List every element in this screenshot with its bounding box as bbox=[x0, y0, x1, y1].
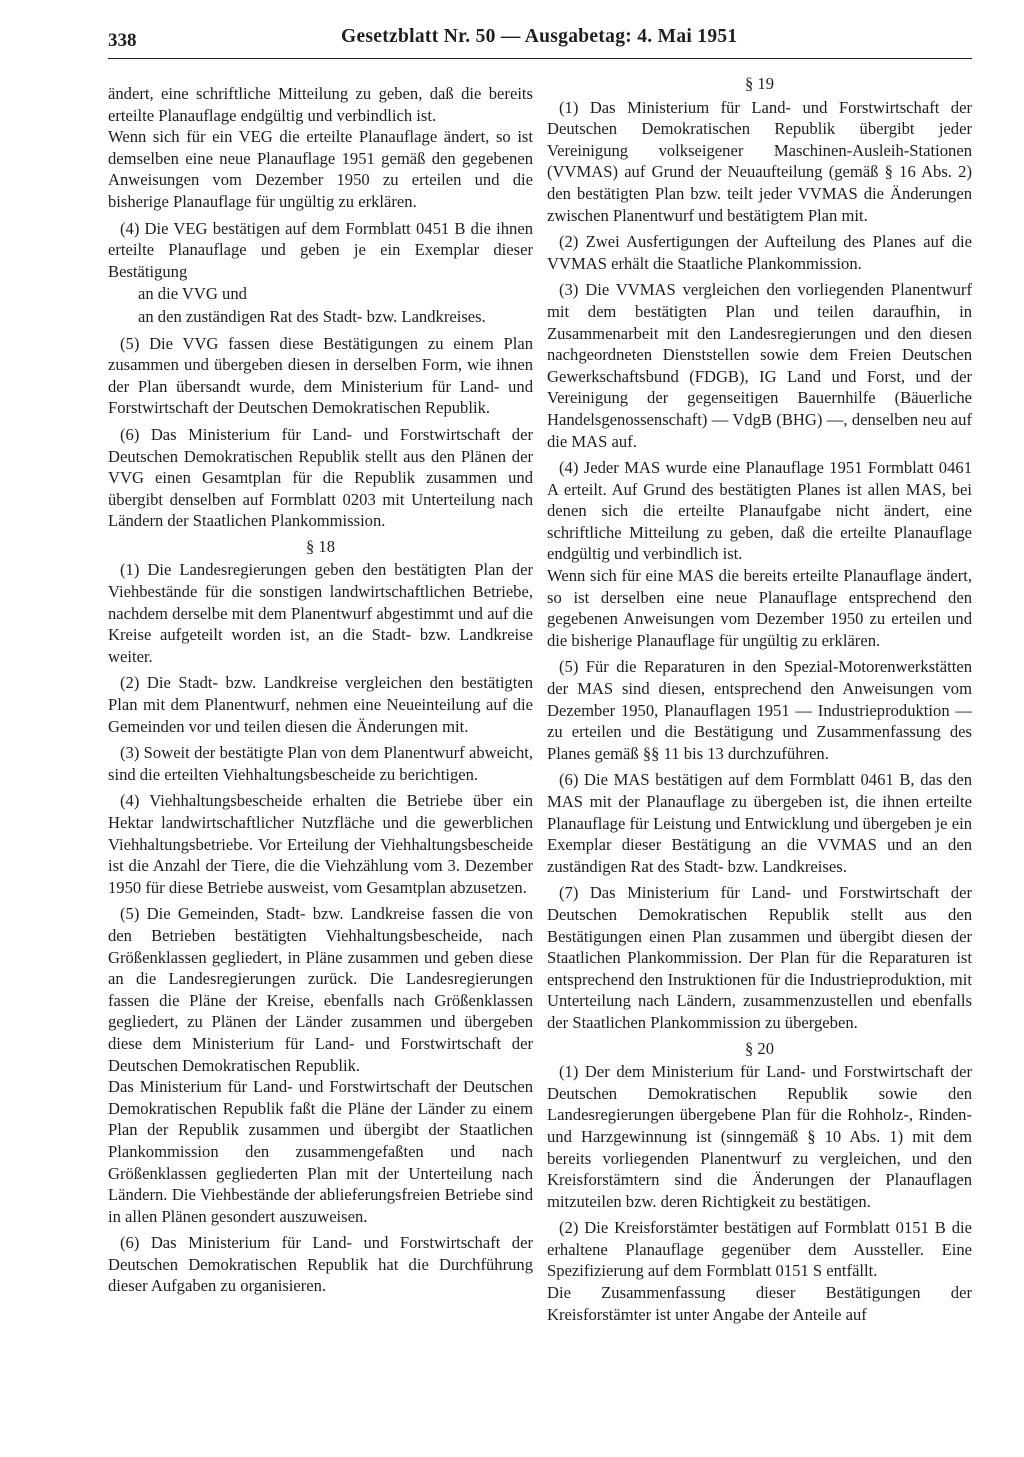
section-heading-20: § 20 bbox=[744, 1038, 775, 1058]
paragraph: (4) Die VEG bestätigen auf dem Formblatt 0451 B die ihnen erteilte Planauflage und geben je ein Exemplar dieser Bestätigung bbox=[108, 218, 533, 281]
paragraph: ändert, eine schriftliche Mitteilung zu geben, daß die bereits erteilte Planauflage endgültig und verbindlich ist. bbox=[108, 84, 533, 125]
paragraph: Wenn sich für ein VEG die erteilte Planauflage ändert, so ist demselben eine neue Planauflage 1951 gemäß den gegebenen Anweisungen vom Dezember 1950 zu erteilen und die bisherige Planauflage für ungültig zu erklären. bbox=[108, 127, 533, 211]
paragraph: (6) Das Ministerium für Land- und Forstwirtschaft der Deutschen Demokratischen Republik hat die Durchführung dieser Aufgaben zu organisieren. bbox=[108, 1233, 533, 1296]
paragraph: Das Ministerium für Land- und Forstwirtschaft der Deutschen Demokratischen Republik faßt die Pläne der Länder zu einem Plan der Republik zusammen und übergibt der Staatlichen Plankommission den zusammengefaßten und nach Größenklassen gegliederten Plan mit der Unterteilung nach Ländern. Die Viehbestände der ablieferungsfreien Betriebe sind in allen Plänen gesondert auszuweisen. bbox=[108, 1077, 533, 1226]
paragraph: (1) Die Landesregierungen geben den bestätigten Plan der Viehbestände für die sonstigen landwirtschaftlichen Betriebe, nachdem derselbe mit dem Planentwurf abgestimmt und auf die Kreise aufgeteilt worden ist, an die Stadt- bzw. Landkreise weiter. bbox=[108, 560, 533, 666]
list-item: an den zuständigen Rat des Stadt- bzw. Landkreises. bbox=[138, 306, 486, 326]
paragraph: (1) Das Ministerium für Land- und Forstwirtschaft der Deutschen Demokratischen Republik übergibt jeder Vereinigung volkseigener Maschinen-Ausleih-Stationen (VVMAS) auf Grund der Neuaufteilung (gemäß § 16 Abs. 2) den bestätigten Plan bzw. teilt jeder VVMAS die Änderungen zwischen Planentwurf und bestätigtem Plan mit. bbox=[547, 97, 972, 225]
section-heading-19: § 19 bbox=[744, 74, 775, 93]
paragraph: (2) Die Stadt- bzw. Landkreise vergleichen den bestätigten Plan mit dem Planentwurf, nehmen eine Neueinteilung auf die Gemeinden vor und teilen diesen die Änderungen mit. bbox=[108, 673, 533, 736]
running-title: Gesetzblatt Nr. 50 — Ausgabetag: 4. Mai 1951 bbox=[341, 26, 738, 47]
page-number: 338 bbox=[108, 30, 137, 51]
list-item: an die VVG und bbox=[138, 284, 247, 304]
paragraph: Wenn sich für eine MAS die bereits erteilte Planauflage ändert, so ist derselben eine neue Planauflage entsprechend den gegebenen Anweisungen vom Dezember 1950 zu erteilen und die bisherige Planauflage für ungültig zu erklären. bbox=[547, 566, 972, 650]
paragraph: (5) Für die Reparaturen in den Spezial-Motorenwerkstätten der MAS sind diesen, entsprechend den Anweisungen vom Dezember 1950, Planauflagen 1951 — Industrieproduktion — zu erteilen und die Bestätigung und Zusammenfassung des Planes gemäß §§ 11 bis 13 durchzuführen. bbox=[547, 657, 972, 763]
section-heading-18: § 18 bbox=[305, 536, 336, 556]
paragraph: (4) Jeder MAS wurde eine Planauflage 1951 Formblatt 0461 A erteilt. Auf Grund des bestätigten Planes ist allen MAS, bei denen sich die erteilte Planaufgabe nicht ändert, eine schriftliche Mitteilung zu geben, daß die erteilte Planauflage endgültig und verbindlich ist. bbox=[547, 458, 972, 564]
paragraph: (3) Die VVMAS vergleichen den vorliegenden Planentwurf mit dem bestätigten Plan und teilen daraufhin, in Zusammenarbeit mit den Landesregierungen und den diesen nachgeordneten Dienststellen sowie dem Freien Deutschen Gewerkschaftsbund (FDGB), IG Land und Forst, und der Vereinigung der gegenseitigen Bauernhilfe (Bäuerliche Handelsgenossenschaft) — VdgB (BHG) —, denselben neu auf die MAS auf. bbox=[547, 280, 972, 451]
paragraph: (6) Die MAS bestätigen auf dem Formblatt 0461 B, das den MAS mit der Planauflage zu übergeben ist, die ihnen erteilte Planauflage für Leistung und Entwicklung und übergeben je ein Exemplar dieser Bestätigung an die VVMAS und an den zuständigen Rat des Stadt- bzw. Landkreises. bbox=[547, 770, 972, 876]
paragraph: Die Zusammenfassung dieser Bestätigungen der Kreisforstämter ist unter Angabe der Anteile auf bbox=[547, 1283, 972, 1324]
paragraph: (1) Der dem Ministerium für Land- und Forstwirtschaft der Deutschen Demokratischen Republik sowie den Landesregierungen übergebene Plan für die Rohholz-, Rinden- und Harzgewinnung ist (sinngemäß § 10 Abs. 1) mit dem bereits vorliegenden Planentwurf zu vergleichen, und den Kreisforstämtern sind die Änderungen der Planauflagen mitzuteilen bzw. deren Richtigkeit zu bestätigen. bbox=[547, 1062, 972, 1211]
paragraph: (6) Das Ministerium für Land- und Forstwirtschaft der Deutschen Demokratischen Republik stellt aus den Plänen der VVG einen Gesamtplan für die Republik zusammen und übergibt denselben auf Formblatt 0203 mit Unterteilung nach Ländern der Staatlichen Plankommission. bbox=[108, 424, 533, 531]
left-column bbox=[108, 83, 533, 1325]
text-columns bbox=[108, 74, 972, 1325]
paragraph: (7) Das Ministerium für Land- und Forstwirtschaft der Deutschen Demokratischen Republik stellt aus den Bestätigungen einen Plan zusammen und übergibt diesen der Staatlichen Plankommission. Der Plan für die Reparaturen ist entsprechend den Instruktionen für die Industrieproduktion, mit Unterteilung nach Ländern, zusammenzustellen und ebenfalls der Staatlichen Plankommission zu übergeben. bbox=[547, 883, 972, 1032]
page-header bbox=[108, 18, 972, 59]
paragraph: (2) Zwei Ausfertigungen der Aufteilung des Planes auf die VVMAS erhält die Staatliche Plankommission. bbox=[547, 232, 972, 273]
paragraph: (5) Die VVG fassen diese Bestätigungen zu einem Plan zusammen und übergeben diesen in derselben Form, wie ihnen der Plan übersandt wurde, dem Ministerium für Land- und Forstwirtschaft der Deutschen Demokratischen Republik. bbox=[108, 333, 533, 418]
paragraph: (3) Soweit der bestätigte Plan von dem Planentwurf abweicht, sind die erteilten Viehhaltungsbescheide zu berichtigen. bbox=[108, 743, 533, 784]
right-column bbox=[547, 74, 972, 1325]
paragraph: (4) Viehhaltungsbescheide erhalten die Betriebe über ein Hektar landwirtschaftlicher Nutzfläche und die gewerblichen Viehhaltungsbetriebe. Vor Erteilung der Viehhaltungsbescheide ist die Anzahl der Tiere, die die Viehzählung vom 3. Dezember 1950 für diese Betriebe ausweist, vom Gesamtplan abzusetzen. bbox=[108, 791, 533, 897]
paragraph: (2) Die Kreisforstämter bestätigen auf Formblatt 0151 B die erhaltene Planauflage gegenüber dem Aussteller. Eine Spezifizierung auf dem Formblatt 0151 S entfällt. bbox=[547, 1218, 972, 1281]
paragraph: (5) Die Gemeinden, Stadt- bzw. Landkreise fassen die von den Betrieben bestätigten Viehhaltungsbescheide, nach Größenklassen gegliedert, in Pläne zusammen und geben diese an die Landesregierungen zurück. Die Landesregierungen fassen die Pläne der Kreise, ebenfalls nach Größenklassen gegliedert, zu Plänen der Länder zusammen und übergeben diese dem Ministerium für Land- und Forstwirtschaft der Deutschen Demokratischen Republik. bbox=[108, 904, 533, 1075]
